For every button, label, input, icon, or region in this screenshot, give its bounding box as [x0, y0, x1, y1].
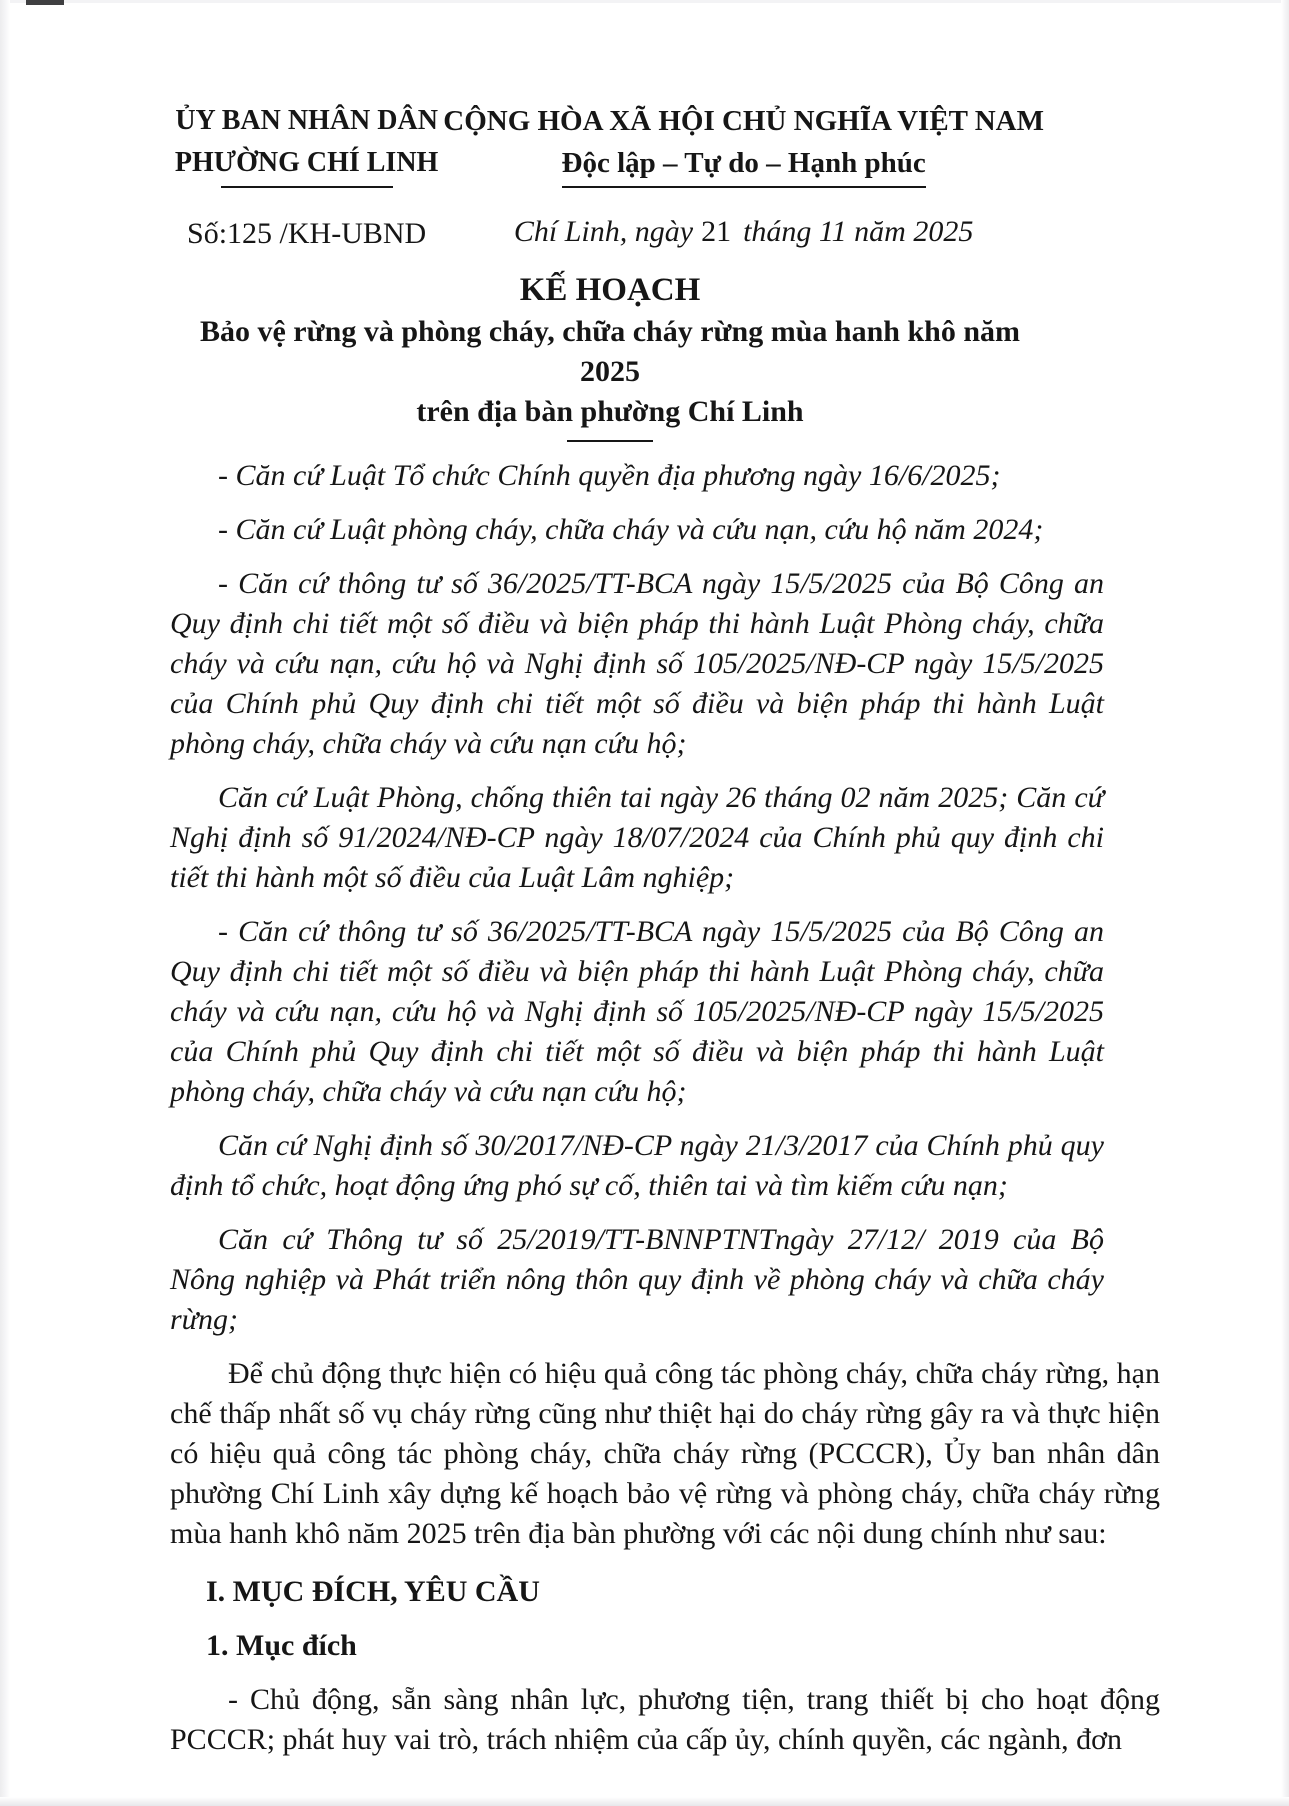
document-header: [170, 100, 1160, 254]
document-subtitle-line1: Bảo vệ rừng và phòng cháy, chữa cháy rừng mùa hanh khô năm 2025: [199, 315, 1020, 388]
citation-paragraph: - Căn cứ thông tư số 36/2025/TT-BCA ngày 15/5/2025 của Bộ Công an Quy định chi tiết một số điều và biện pháp thi hành Luật Phòng cháy, chữa cháy và cứu nạn, cứu hộ và Nghị định số 105/2025/NĐ-CP ngày 15/5/2025 của Chính phủ Quy định chi tiết một số điều và biện pháp thi hành Luật phòng cháy, chữa cháy và cứu nạn cứu hộ;: [170, 567, 1104, 760]
document-subtitle-line2: trên địa bàn phường Chí Linh: [416, 395, 804, 428]
page-edge-right: [1281, 0, 1289, 1806]
page-edge-left: [0, 0, 10, 1806]
document-content: [170, 0, 1160, 1760]
subsection-heading: 1. Mục đích: [206, 1629, 357, 1662]
authority-name-line1: ỦY BAN NHÂN DÂN: [175, 105, 438, 136]
page-edge-bottom: [0, 1797, 1289, 1806]
authority-name-line2: PHƯỜNG CHÍ LINH: [174, 147, 439, 178]
date-day: 21: [701, 215, 732, 248]
date-place: Chí Linh, ngày: [513, 215, 694, 248]
intro-paragraph: Để chủ động thực hiện có hiệu quả công tác phòng cháy, chữa cháy rừng, hạn chế thấp nhất số vụ cháy rừng cũng như thiệt hại do cháy rừng gây ra và thực hiện có hiệu quả công tác phòng cháy, chữa cháy rừng (PCCCR), Ủy ban nhân dân phường Chí Linh xây dựng kế hoạch bảo vệ rừng và phòng cháy, chữa cháy rừng mùa hanh khô năm 2025 trên địa bàn phường với các nội dung chính như sau:: [170, 1357, 1160, 1550]
date-rest: tháng 11 năm 2025: [743, 215, 974, 248]
citation-paragraph: - Căn cứ Luật phòng cháy, chữa cháy và cứu nạn, cứu hộ năm 2024;: [218, 513, 1044, 546]
national-header-block: [443, 100, 1044, 254]
title-divider: [567, 440, 653, 442]
citation-paragraph: - Căn cứ Luật Tổ chức Chính quyền địa phương ngày 16/6/2025;: [218, 459, 1001, 492]
authority-underline: [221, 186, 393, 188]
section-heading: I. MỤC ĐÍCH, YÊU CẦU: [206, 1575, 540, 1608]
document-title-block: [170, 268, 1050, 442]
citation-paragraph: Căn cứ Nghị định số 30/2017/NĐ-CP ngày 21/3/2017 của Chính phủ quy định tổ chức, hoạt động ứng phó sự cố, thiên tai và tìm kiếm cứu nạn;: [170, 1129, 1104, 1202]
national-motto: Độc lập – Tự do – Hạnh phúc: [443, 142, 1044, 188]
scan-artifact-mark: [26, 0, 64, 5]
document-title: KẾ HOẠCH: [519, 272, 701, 308]
place-date-line: [443, 212, 1044, 252]
citation-paragraph: Căn cứ Luật Phòng, chống thiên tai ngày 26 tháng 02 năm 2025; Căn cứ Nghị định số 91/2024/NĐ-CP ngày 18/07/2024 của Chính phủ quy định chi tiết thi hành một số điều của Luật Lâm nghiệp;: [170, 781, 1104, 894]
body-paragraph: - Chủ động, sẵn sàng nhân lực, phương tiện, trang thiết bị cho hoạt động PCCCR; phát huy vai trò, trách nhiệm của cấp ủy, chính quyền, các ngành, đơn: [170, 1683, 1160, 1756]
national-name: CỘNG HÒA XÃ HỘI CHỦ NGHĨA VIỆT NAM: [443, 105, 1044, 137]
issuing-authority-block: [170, 100, 443, 254]
citation-paragraph: - Căn cứ thông tư số 36/2025/TT-BCA ngày 15/5/2025 của Bộ Công an Quy định chi tiết một số điều và biện pháp thi hành Luật Phòng cháy, chữa cháy và cứu nạn, cứu hộ và Nghị định số 105/2025/NĐ-CP ngày 15/5/2025 của Chính phủ Quy định chi tiết một số điều và biện pháp thi hành Luật phòng cháy, chữa cháy và cứu nạn cứu hộ;: [170, 915, 1104, 1108]
citation-paragraph: Căn cứ Thông tư số 25/2019/TT-BNNPTNTngày 27/12/ 2019 của Bộ Nông nghiệp và Phát triển nông thôn quy định về phòng cháy và chữa cháy rừng;: [170, 1223, 1104, 1336]
document-number: Số:125 /KH-UBND: [187, 217, 427, 250]
